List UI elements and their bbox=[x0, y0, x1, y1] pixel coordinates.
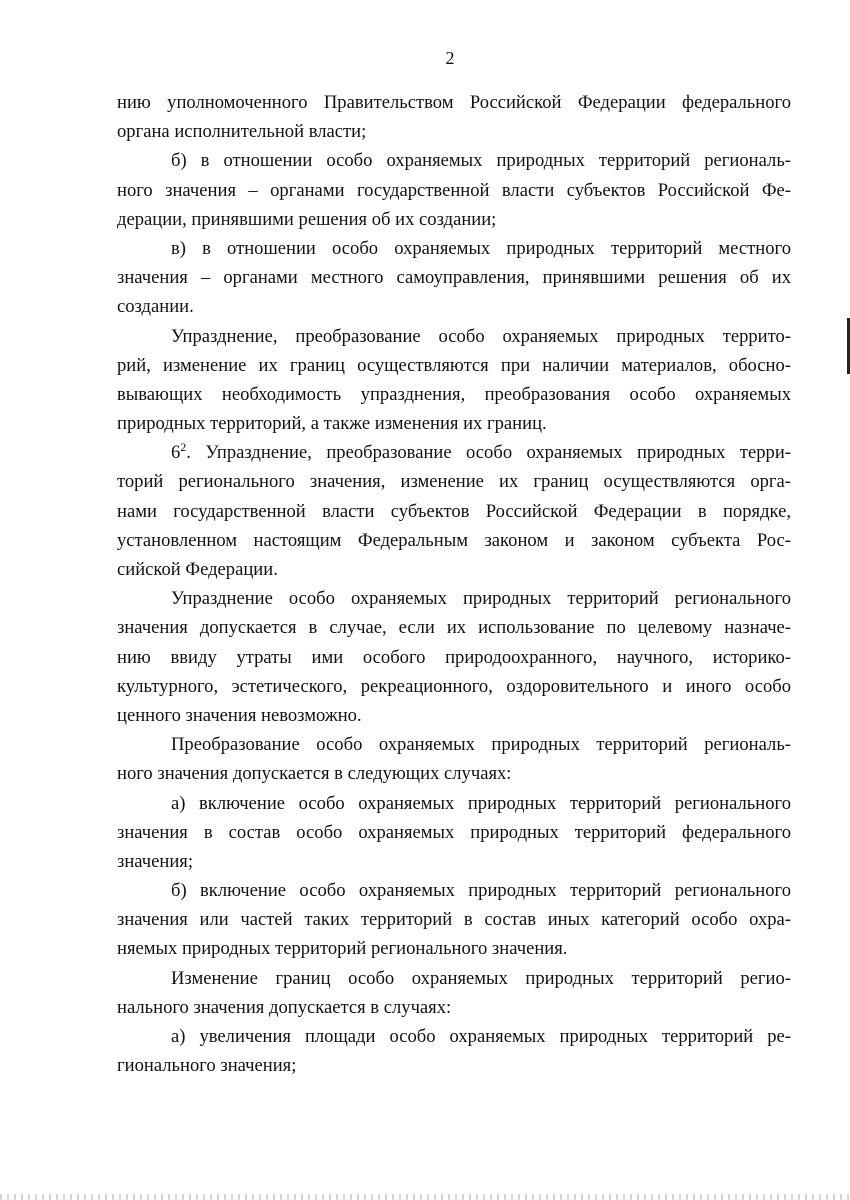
paragraph bbox=[117, 876, 791, 964]
text-line: значения – органами местного самоуправления, принявшими решения об их bbox=[117, 267, 791, 289]
text-line: создании. bbox=[117, 296, 194, 318]
text-line: ценного значения невозможно. bbox=[117, 704, 362, 726]
text-line: культурного, эстетического, рекреационного, оздоровительного и иного особо bbox=[117, 675, 791, 697]
paragraph bbox=[117, 146, 791, 234]
text-line: ного значения допускается в следующих случаях: bbox=[117, 763, 512, 785]
text-line: нию ввиду утраты ими особого природоохранного, научного, историко- bbox=[117, 646, 791, 668]
section-number: 6 bbox=[171, 442, 181, 464]
text-line: Изменение границ особо охраняемых природных территорий регио- bbox=[171, 967, 791, 989]
text-line: сийской Федерации. bbox=[117, 559, 278, 580]
text-line: рий, изменение их границ осуществляются при наличии материалов, обосно- bbox=[117, 354, 791, 376]
paragraph bbox=[117, 789, 791, 877]
text-line: а) включение особо охраняемых природных территорий регионального bbox=[171, 792, 791, 814]
text-line: торий регионального значения, изменение их границ осуществляются орга- bbox=[117, 471, 791, 493]
text-line: органа исполнительной власти; bbox=[117, 121, 367, 143]
text-line: в) в отношении особо охраняемых природных территорий местного bbox=[171, 237, 791, 259]
text-line: природных территорий, а также изменения их границ. bbox=[117, 413, 547, 435]
text-line: б) в отношении особо охраняемых природных территорий региональ- bbox=[171, 150, 791, 172]
paragraph bbox=[117, 88, 791, 146]
text-line: б) включение особо охраняемых природных территорий регионального bbox=[171, 880, 791, 902]
text-line: вывающих необходимость упразднения, преобразования особо охраняемых bbox=[117, 383, 791, 405]
section-paragraph bbox=[117, 438, 791, 584]
text-line bbox=[117, 438, 791, 467]
paragraph bbox=[117, 1022, 791, 1080]
text-line: няемых природных территорий регионального значения. bbox=[117, 938, 568, 960]
text-line: значения в состав особо охраняемых природных территорий федерального bbox=[117, 821, 791, 843]
text-line: значения допускается в случае, если их использование по целевому назначе- bbox=[117, 617, 791, 639]
paragraph bbox=[117, 234, 791, 322]
text-line: нию уполномоченного Правительством Российской Федерации федерального bbox=[117, 92, 791, 113]
text-line: нального значения допускается в случаях: bbox=[117, 996, 452, 1018]
scan-bottom-artifact bbox=[0, 1194, 850, 1200]
text-line: нами государственной власти субъектов Российской Федерации в порядке, bbox=[117, 500, 791, 522]
paragraph bbox=[117, 964, 791, 1022]
section-superscript: 2 bbox=[180, 440, 187, 455]
text-line: Преобразование особо охраняемых природных территорий региональ- bbox=[171, 734, 791, 756]
text-line: гионального значения; bbox=[117, 1055, 297, 1077]
text-line: значения; bbox=[117, 850, 194, 872]
paragraph bbox=[117, 730, 791, 788]
text-line: Упразднение, преобразование особо охраняемых природных террито- bbox=[171, 325, 791, 347]
paragraph bbox=[117, 584, 791, 730]
text-line: значения или частей таких территорий в состав иных категорий особо охра- bbox=[117, 909, 791, 931]
text-line: установленном настоящим Федеральным законом и законом субъекта Рос- bbox=[117, 529, 791, 551]
text-line: а) увеличения площади особо охраняемых природных территорий ре- bbox=[171, 1026, 791, 1047]
text-line: дерации, принявшими решения об их создании; bbox=[117, 208, 497, 230]
section-first-line: . Упразднение, преобразование особо охраняемых природных терри- bbox=[186, 442, 791, 464]
text-line: ного значения – органами государственной власти субъектов Российской Фе- bbox=[117, 179, 791, 201]
text-line: Упразднение особо охраняемых природных территорий регионального bbox=[171, 588, 791, 610]
page-number: 2 bbox=[445, 48, 455, 68]
document-body bbox=[117, 88, 791, 1080]
paragraph bbox=[117, 322, 791, 439]
